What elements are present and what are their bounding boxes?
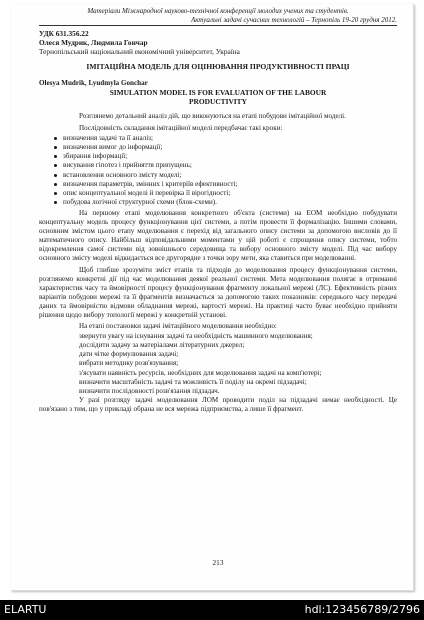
header-rule (39, 25, 397, 26)
list-item: встановлення основного змісту моделі; (39, 171, 397, 180)
udk-code: УДК 631.356.22 (39, 29, 89, 38)
affiliation: Тернопільський національний економічний університет, Україна (39, 47, 240, 56)
list-item: визначення задачі та її аналіз; (39, 134, 397, 143)
bullet-icon (54, 192, 57, 195)
title-en-line2: PRODUCTIVITY (189, 97, 247, 106)
bullet-icon (54, 183, 57, 186)
list-item: визначити масштабність задачі та можливість її поділу на окремі підзадачі; (79, 377, 307, 386)
authors-en: Olesya Mudrik, Lyudmyla Gonchar (39, 79, 148, 87)
bullet-icon (54, 201, 57, 204)
bullet-icon (54, 164, 57, 167)
list-item: побудова логічної структурної схеми (блок-схеми). (39, 198, 397, 207)
repository-footer-bar (0, 600, 424, 620)
title-en-line1: SIMULATION MODEL IS FOR EVALUATION OF THE LABOUR (109, 88, 327, 97)
authors-ua: Олеся Мудрик, Людмила Гончар (39, 38, 148, 47)
list-item: визначити послідовності розв'язання підзадач. (79, 386, 220, 395)
running-header-line1: Матеріали Міжнародної науково-технічної конференції молодих учених та студентів. (87, 7, 349, 15)
handle-identifier[interactable]: hdl:123456789/2796 (304, 603, 420, 616)
steps-intro: Послідовність складання імітаційної моделі передбачає такі кроки: (79, 124, 283, 133)
page-content (39, 4, 397, 567)
tasks-list (39, 332, 397, 396)
list-item: висування гіпотез і прийняття припущень; (39, 161, 397, 170)
bullet-icon (54, 137, 57, 140)
body-paragraph-2: Щоб глибше зрозуміти зміст етапів та підходів до моделювання процесу функціонування системи, розглянемо конкретні дії під час моделювання деякої реальної системи. Мета моделювання полягає в отриманні характеристик часу та ймовірності процесу функціонування фрагменту локальної мережі (ЛС). Ефективність різних варіантів побудови мережі та її фрагментів визначається за допомогою таких показників: середнього часу передачі даних та ймовірністю відмови обладнання мережі, вартості мережі. На практиці часто буває необхідно прийняти рішення щодо вибору топології мережі у конкретній установі. (39, 265, 397, 319)
body-paragraph-1: На першому етапі моделювання конкретного об'єкта (системи) на ЕОМ необхідно побудувати концептуальну модель процесу функціонування цієї системи, а потім провести її формалізацію. Іншими словами, основним змістом цього етапу моделювання є перехід від загального опису системи за допомогою висловів до її математичного опису. Найбільш відповідальними моментами у цій роботі є спрощення опису системи, тобто відокремлення самої системи від зовнішнього середовища та вибору основного змісту моделі. Під час вибору основного змісту моделі відкидається все другорядне з точки зору мети, яка ставиться при моделюванні. (39, 208, 397, 263)
list-item: звернути увагу на існування задачі та необхідність машинного моделювання; (79, 332, 313, 341)
title-ua: ІМІТАЦІЙНА МОДЕЛЬ ДЛЯ ОЦІНЮВАННЯ ПРОДУКТИВНОСТІ ПРАЦІ (86, 62, 350, 71)
tasks-intro: На етапі постановки задачі імітаційного моделювання необхідно: (79, 322, 277, 331)
intro-paragraph: Розглянемо детальний аналіз дій, що виконуються на етапі побудови імітаційної моделі. (79, 112, 346, 120)
steps-list (39, 134, 397, 207)
list-item: визначення параметрів, змінних і критеріїв ефективності; (39, 180, 397, 189)
body-paragraph-3: У разі розгляду задачі моделювання ЛОМ проводити поділ на підзадачі немає необхідності. Це пов'язано з тим, що у прикладі обрана не вся мережа підприємства, а лише її фрагмент. (39, 395, 397, 413)
list-item: дослідити задачу за матеріалами літературних джерел; (79, 341, 245, 350)
list-item: визначення вимог до інформації; (39, 143, 397, 152)
page-number: 213 (212, 558, 224, 567)
bullet-icon (54, 155, 57, 158)
list-item: з'ясувати наявність ресурсів, необхідних для моделювання задачі на комп'ютері; (79, 368, 322, 377)
list-item: збирання інформації; (39, 152, 397, 161)
list-item: дати чітке формулювання задачі; (79, 350, 179, 359)
repository-name[interactable]: ELARTU (4, 603, 47, 616)
bullet-icon (54, 146, 57, 149)
list-item: вибрати методику розв'язування; (79, 359, 179, 368)
bullet-icon (54, 174, 57, 177)
running-header-line2: Актуальні задачі сучасних технологій – Тернопіль 19-20 грудня 2012. (190, 15, 397, 24)
document-page (11, 4, 414, 591)
list-item: опис концептуальної моделі й перевірка її вірогідності; (39, 189, 397, 198)
